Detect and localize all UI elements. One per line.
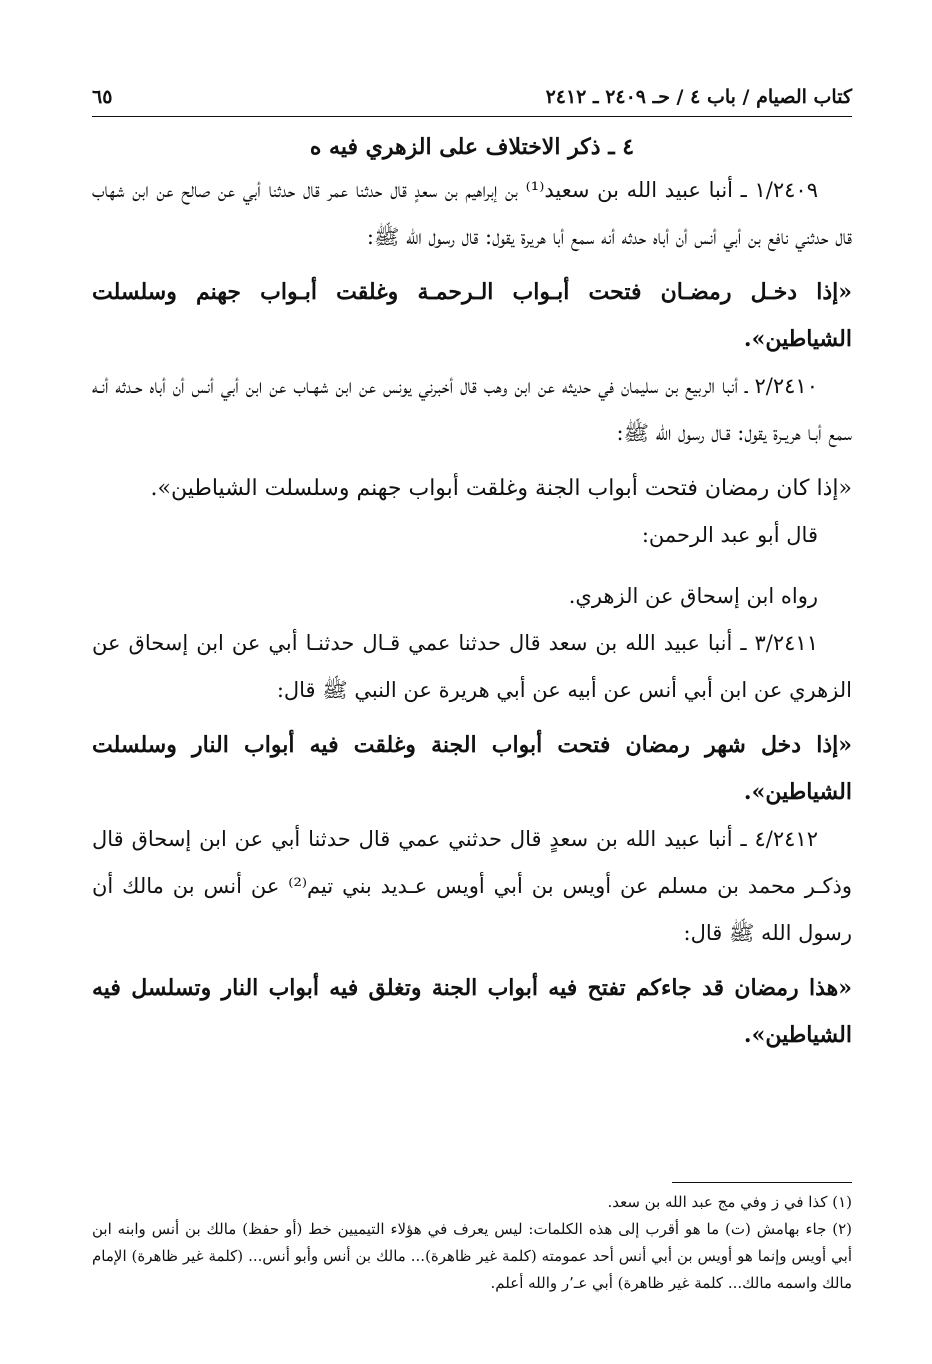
document-page [92,82,852,1332]
hadith-2409-text: «إذا دخـل رمضـان فتحت أبـواب الـرحمـة وغلقت أبـواب جهنم وسلسلت الشياطين». [92,279,852,352]
page-number: ٦٥ [92,86,120,108]
author-note-text: رواه ابن إسحاق عن الزهري. [568,584,818,608]
hadith-2410-chain: ٢/٢٤١٠ ـ أنبا الربيع بن سليمان في حديثه عن ابن وهب قال أخبرني يونس عن ابن شهـاب عن ابن أبي أنس أن أباه حـدثه أنـه سمع أبـا هريـرة يقول: قـال رسول الله ﷺ: [92,374,852,445]
footnote-1: (١) كذا في ز وفي مج عبد الله بن سعد. [607,1193,852,1211]
hadith-2411-text: «إذا دخل شهر رمضان فتحت أبواب الجنة وغلقت فيه أبواب النار وسلسلت الشياطين». [92,732,852,805]
footnote-2: (٢) جاء بهامش (ت) ما هو أقرب إلى هذه الكلمات: ليس يعرف في هؤلاء التيميين خط (أو حفظ) مالك بن أنس وابنه ابن أبي أويس وإنما هو أويس بن أبي أنس أحد عمومته (كلمة غير ظاهرة)... مالك بن أنس وأبو أنس... (كلمة غير ظاهرة) الإمام مالك واسمه مالك... كلمة غير ظاهرة) أبي عـ٬ر والله أعلم. [92,1220,852,1292]
hadith-2410-text: «إذا كان رمضان فتحت أبواب الجنة وغلقت أبواب جهنم وسلسلت الشياطين». [150,476,852,501]
footnotes [92,1182,852,1297]
running-head [92,82,852,117]
hadith-2411-chain: ٣/٢٤١١ ـ أنبا عبيد الله بن سعد قال حدثنا عمي قـال حدثنـا أبي عن ابن إسحاق عن الزهري عن ابن أبي أنس عن أبيه عن أبي هريرة عن النبي ﷺ قال: [92,631,852,702]
section-title: ٤ ـ ذكر الاختلاف على الزهري فيه ه [309,134,635,160]
running-head-title: كتاب الصيام / باب ٤ / حـ ٢٤٠٩ ـ ٢٤١٢ [538,86,852,108]
hadith-2412-text: «هذا رمضان قد جاءكم تفتح فيه أبواب الجنة وتغلق فيه أبواب النار وتسلسل فيه الشياطين». [92,975,852,1048]
spacer [92,559,852,573]
hadith-2412-chain: ٤/٢٤١٢ ـ أنبا عبيد الله بن سعدٍ قال حدثني عمي قال حدثنا أبي عن ابن إسحاق قال وذكـر محمد بن مسلم عن أويس بن أبي أويس عـديد بني تيم⁽²⁾ عن أنس بن مالك أن رسول الله ﷺ قال: [92,827,852,945]
author-note-label: قال أبو عبد الرحمن: [641,523,818,547]
footnote-divider [672,1182,852,1183]
hadith-2409-chain: ١/٢٤٠٩ ـ أنبا عبيد الله بن سعيد⁽¹⁾ بن إبراهيم بن سعدٍ قال حدثنا عمر قال حدثنا أبي عن صالح عن ابن شهاب قال حدثني نافع بن أبي أنس أن أباه حدثه أنه سمع أبا هريرة يقول: قال رسول الله ﷺ: [92,178,852,249]
